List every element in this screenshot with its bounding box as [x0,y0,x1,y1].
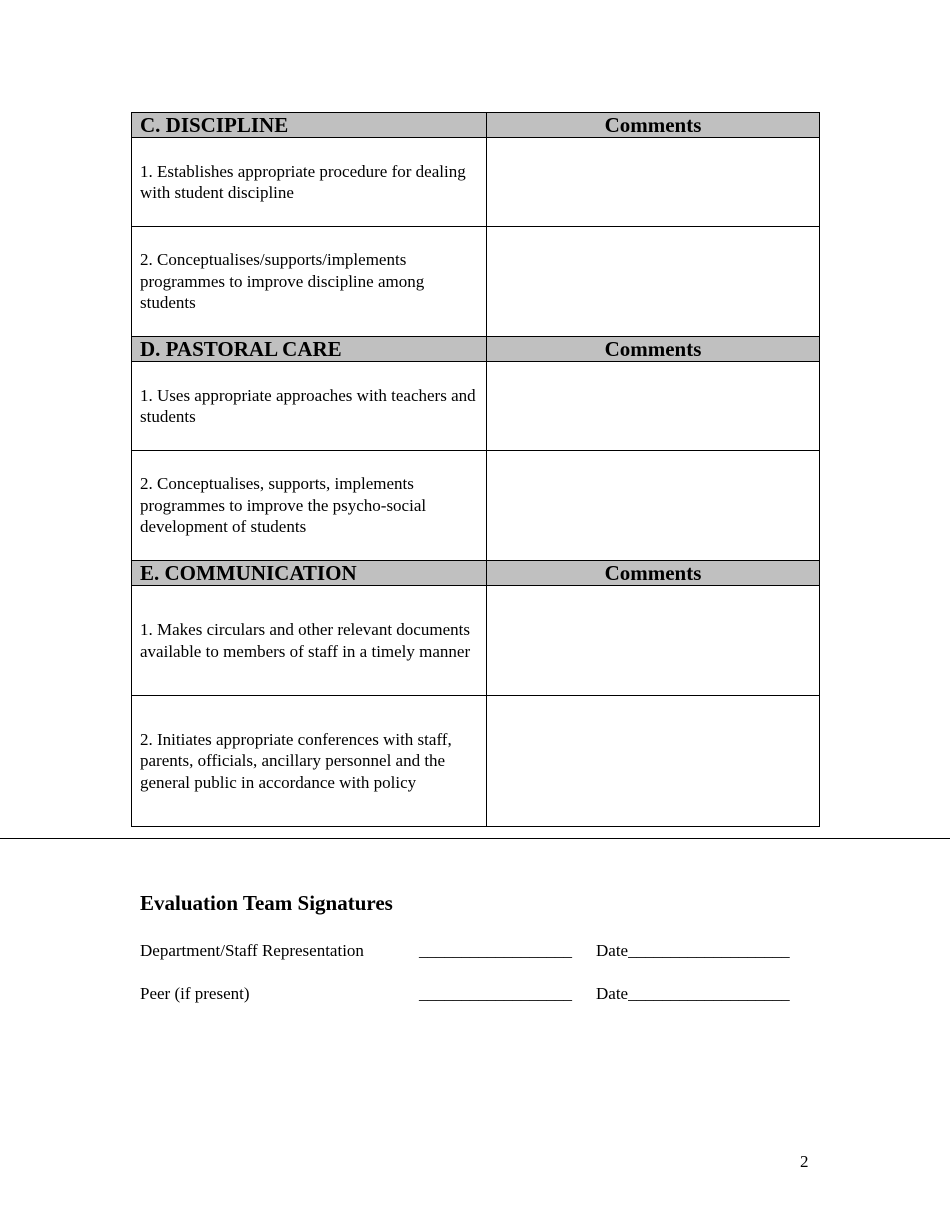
criterion-text: 2. Initiates appropriate conferences with staff, parents, officials, ancillary personnel and the general public in accordance with policy [132,696,487,827]
signatures-title: Evaluation Team Signatures [140,891,393,915]
section-header-pastoral-care [132,337,820,362]
section-title: C. DISCIPLINE [132,113,487,138]
page-divider [0,838,950,839]
criterion-text: 2. Conceptualises, supports, implements programmes to improve the psycho-social development of students [132,451,487,561]
criterion-text: 2. Conceptualises/supports/implements programmes to improve discipline among students [132,227,487,337]
section-title: D. PASTORAL CARE [132,337,487,362]
comment-cell[interactable] [487,696,820,827]
signature-line[interactable]: __________________ [419,984,572,1003]
table-row [132,451,820,561]
table-row [132,138,820,227]
comment-cell[interactable] [487,451,820,561]
date-line[interactable]: Date___________________ [596,984,790,1003]
signature-line[interactable]: __________________ [419,941,572,960]
section-header-communication [132,561,820,586]
comment-cell[interactable] [487,586,820,696]
comment-cell[interactable] [487,138,820,227]
comments-header: Comments [487,561,820,586]
criterion-text: 1. Uses appropriate approaches with teachers and students [132,362,487,451]
page-number: 2 [800,1152,809,1171]
section-header-discipline [132,113,820,138]
table-row [132,227,820,337]
comment-cell[interactable] [487,362,820,451]
comment-cell[interactable] [487,227,820,337]
table-row [132,586,820,696]
table-row [132,696,820,827]
comments-header: Comments [487,337,820,362]
signature-label: Department/Staff Representation [140,941,364,960]
date-line[interactable]: Date___________________ [596,941,790,960]
table-row [132,362,820,451]
criterion-text: 1. Establishes appropriate procedure for dealing with student discipline [132,138,487,227]
comments-header: Comments [487,113,820,138]
evaluation-table [131,112,820,827]
criterion-text: 1. Makes circulars and other relevant documents available to members of staff in a timely manner [132,586,487,696]
signature-label: Peer (if present) [140,984,250,1003]
section-title: E. COMMUNICATION [132,561,487,586]
